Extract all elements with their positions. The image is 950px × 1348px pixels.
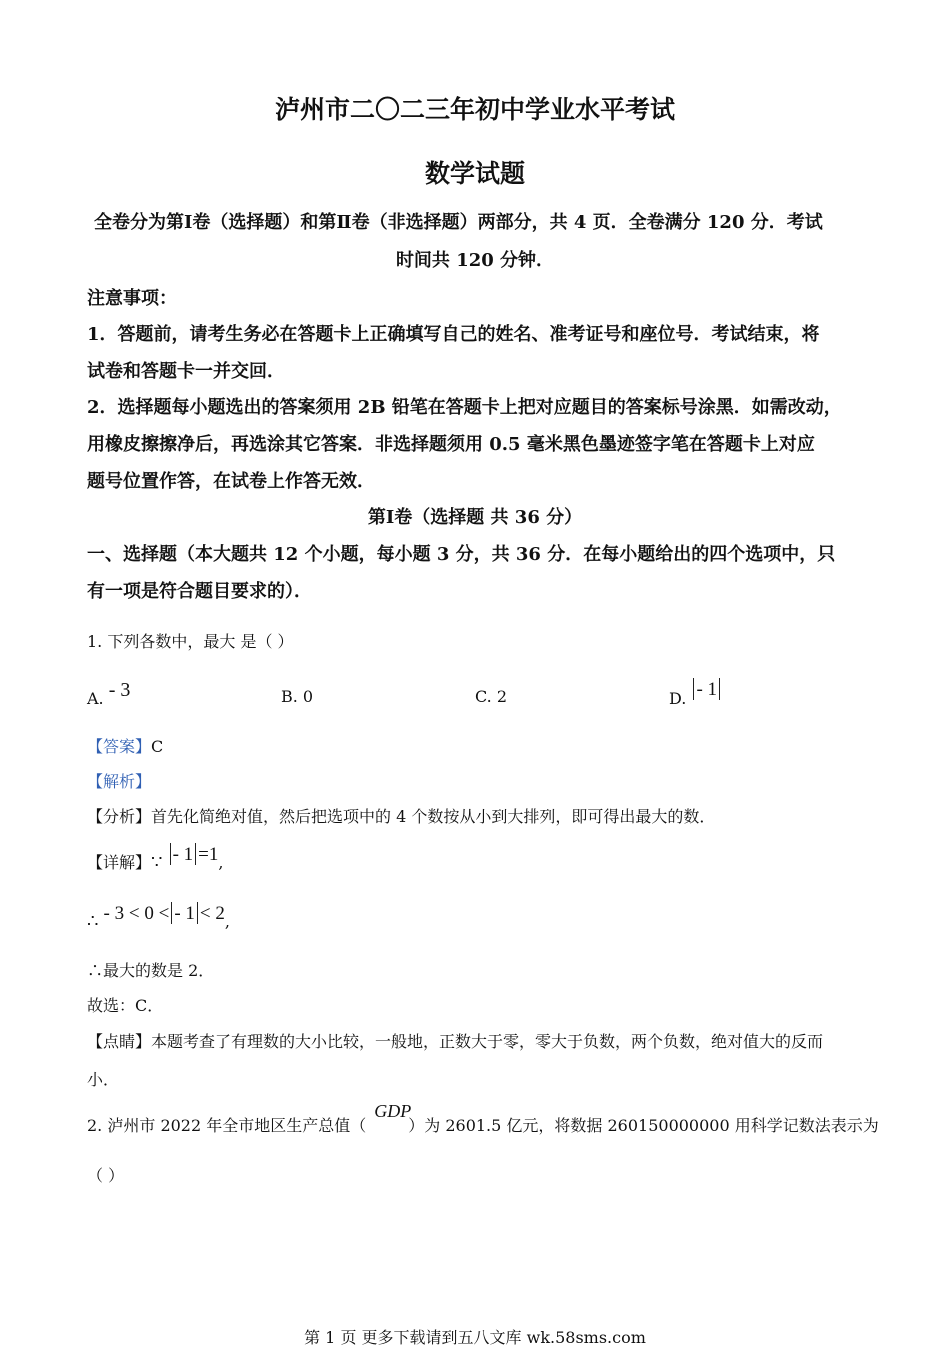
q1-option-d-value: - 1	[696, 679, 718, 700]
section-1-heading: 第Ⅰ卷（选择题 共 36 分）	[367, 507, 583, 528]
q1-dianjing-line-1: 【点睛】本题考查了有理数的大小比较，一般地，正数大于零，零大于负数，两个负数，绝对值大的反而	[87, 1032, 824, 1051]
q1-answer	[87, 734, 163, 757]
q1-option-a	[87, 679, 131, 710]
page-footer: 第 1 页 更多下载请到五八文库 wk.58sms.com	[304, 1328, 646, 1347]
analysis-tag: 【解析】	[87, 772, 152, 791]
equals-one: =1	[198, 844, 219, 865]
xiangjie-tag: 【详解】	[87, 853, 152, 872]
section-1-instruction-line-1: 一、选择题（本大题共 12 个小题，每小题 3 分，共 36 分．在每小题给出的四个选项中，只	[87, 544, 836, 565]
q2-answer-paren: （ ）	[87, 1166, 125, 1185]
answer-value: C	[151, 737, 164, 756]
notice-item-2-line-2: 用橡皮擦擦净后，再选涂其它答案．非选择题须用 0.5 毫米黑色墨迹签字笔在答题卡上对应	[87, 434, 815, 455]
because-symbol: ∵	[151, 852, 163, 873]
q1-option-d	[669, 679, 722, 710]
section-1-instruction-line-2: 有一项是符合题目要求的）．	[87, 581, 312, 602]
q1-dianjing-line-2: 小．	[87, 1070, 120, 1089]
abs-bar-right	[719, 678, 720, 700]
abs-bar-right	[195, 843, 196, 865]
q2-stem	[87, 1101, 879, 1136]
q1-option-c: C. 2	[475, 687, 508, 706]
abs-bar-left	[693, 678, 694, 700]
q2-stem-before: 2. 泸州市 2022 年全市地区生产总值（	[87, 1116, 367, 1135]
therefore-symbol: ∴	[87, 911, 99, 932]
inequality-part-2: < 2	[199, 903, 225, 924]
inequality-abs: - 1	[174, 903, 195, 924]
notice-item-1-line-1: 1．答题前，请考生务必在答题卡上正确填写自己的姓名、准考证号和座位号．考试结束，将	[87, 324, 820, 345]
exam-title: 泸州市二〇二三年初中学业水平考试	[274, 95, 675, 124]
abs-bar-left	[170, 843, 171, 865]
answer-tag: 【答案】	[87, 737, 152, 756]
q2-stem-after: ）为 2601.5 亿元，将数据 260150000000 用科学记数法表示为	[408, 1116, 879, 1135]
q1-option-a-label: A.	[87, 689, 104, 708]
comma: ,	[224, 912, 230, 931]
q1-option-a-value: - 3	[108, 679, 131, 701]
q1-xiangjie-line	[87, 844, 224, 874]
q1-max-line: ∴最大的数是 2．	[87, 961, 215, 980]
inequality-part-1: - 3 < 0 <	[103, 903, 170, 924]
intro-line-1: 全卷分为第Ⅰ卷（选择题）和第Ⅱ卷（非选择题）两部分，共 4 页．全卷满分 120 分．考试	[94, 212, 823, 233]
gdp-term: GDP	[374, 1101, 412, 1121]
comma: ,	[218, 853, 224, 872]
q1-inequality-line	[87, 903, 230, 933]
notice-heading: 注意事项：	[87, 288, 177, 309]
q1-choose-line: 故选：C．	[87, 996, 164, 1015]
abs-bar-right	[197, 902, 198, 924]
notice-item-1-line-2: 试卷和答题卡一并交回．	[87, 361, 285, 382]
abs-expression	[168, 844, 219, 865]
inequality-expression	[104, 903, 225, 924]
q1-option-b: B. 0	[281, 687, 314, 706]
notice-item-2-line-1: 2．选择题每小题选出的答案须用 2B 铅笔在答题卡上把对应题目的答案标号涂黑．如需改动，	[87, 397, 842, 418]
abs-value: - 1	[172, 844, 194, 865]
q1-fenxi: 【分析】首先化简绝对值，然后把选项中的 4 个数按从小到大排列，即可得出最大的数．	[87, 807, 716, 826]
abs-bar-left	[171, 902, 172, 924]
intro-line-2: 时间共 120 分钟．	[395, 250, 555, 271]
exam-subtitle: 数学试题	[424, 159, 525, 188]
q1-option-d-label: D.	[669, 689, 687, 708]
q1-stem: 1. 下列各数中，最大 是（ ）	[87, 632, 294, 651]
notice-item-2-line-3: 题号位置作答，在试卷上作答无效．	[87, 471, 375, 492]
q1-option-d-abs	[691, 679, 722, 700]
